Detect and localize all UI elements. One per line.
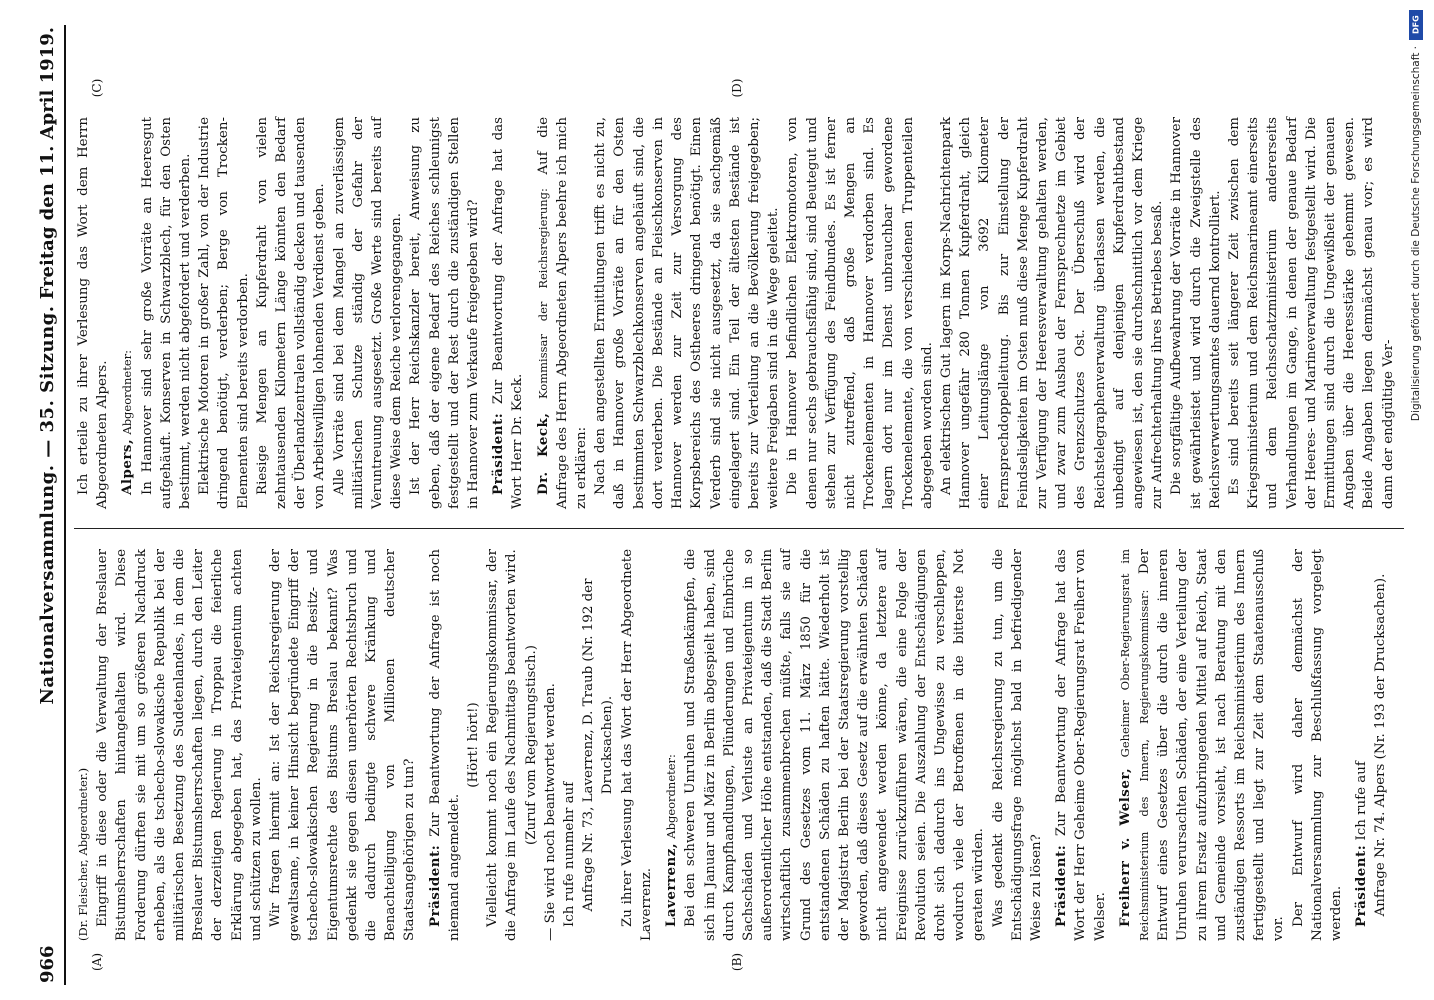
- digitization-credit: Digitalisierung gefördert durch die Deutsche Forschungsgemeinschaft ·: [1410, 46, 1422, 422]
- column-divider: [74, 528, 1404, 529]
- paragraph: Laverrenz, Abgeordneter:: [663, 754, 680, 927]
- paragraph: Dr. Keck, Kommissar der Reichsregierung: Auf die Anfrage des Herrn Abgeordneten Alpers beehre ich mich zu erklären:: [534, 117, 590, 509]
- speaker-name: Freiherr v. Welser,: [1116, 767, 1133, 927]
- speaker-name: Dr. Keck,: [534, 412, 551, 495]
- margin-marker-b: (B): [730, 952, 744, 972]
- dfg-logo: DFG: [1409, 10, 1423, 40]
- paragraph: Ich erteile zu ihrer Verlesung das Wort dem Herrn Abgeordneten Alpers.: [76, 117, 111, 509]
- speaker-name: Präsident:: [1053, 844, 1070, 927]
- page-title: Nationalversammlung. — 35. Sitzung.: [36, 305, 58, 705]
- paragraph: Elektrische Motoren in großer Zahl, von der Industrie dringend benötigt, verderben; Berge von Trocken-Elementen sind bereits verdorben.: [197, 117, 251, 509]
- paragraph: Die sorgfältige Aufbewahrung der Vorräte in Hannover ist gewährleistet und wird durch die Zweigstelle des Reichsverwertungsamtes dauernd kontrolliert.: [1169, 117, 1223, 509]
- inquiry-title: Anfrage Nr. 73, Laverrenz, D. Traub (Nr. 192 der Drucksachen).: [581, 578, 616, 912]
- inquiry-title: Anfrage Nr. 74. Alpers (Nr. 193 der Drucksachen).: [1373, 573, 1389, 917]
- margin-marker-d: (D): [730, 78, 744, 98]
- speaker-name: Präsident:: [1353, 844, 1370, 927]
- paragraph: Riesige Mengen an Kupferdraht von vielen zehntausenden Kilometern Länge könnten den Bedarf der Überlandzentralen vollständig decken und tausenden von Arbeitswilligen lohnenden Verdienst geben.: [254, 117, 328, 509]
- newspaper-page: [30, 25, 1410, 985]
- paragraph-lead: (Dr. Fleischer, Abgeordneter.): [76, 767, 90, 941]
- interjection: (Zuruf vom Regierungstisch.): [523, 645, 539, 845]
- paragraph: In Hannover sind sehr große Vorräte an Heeresgut aufgehäuft. Konserven in Schwarzblech, für den Osten bestimmt, werden nicht abgefordert und verderben.: [139, 117, 194, 509]
- paragraph: Präsident: Zur Beantwortung der Anfrage hat das Wort Herr Dr. Keck.: [490, 116, 526, 509]
- page-header: [30, 25, 66, 985]
- paragraph: Wir fragen hiermit an: Ist der Reichsregierung der gewaltsame, in keiner Hinsicht begründete Eingriff der tschecho-slowakischen Regierung in die Besitz- und Eigentumsrechte des Bistums Breslau bekannt? Was gedenkt sie gegen diesen unerhörten Rechtsbruch und die dadurch bedingte schwere Kränkung und Benachteiligung von Millionen deutscher Staatsangehörigen zu tun?: [268, 549, 418, 941]
- paragraph: Was gedenkt die Reichsregierung zu tun, um die Entschädigungsfrage möglichst bald in befriedigender Weise zu lösen?: [990, 549, 1044, 941]
- paragraph: Nach den angestellten Ermittlungen trifft es nicht zu, daß in Hannover große Vorräte an für den Osten bestimmten Schwarzblechkonserven angehäuft sind, die dort verderben. Die Bestände an Fleischkonserven in Hannover werden zur Zeit zur Versorgung des Korpsbereichs des Ostheeres dringend benötigt. Einen Verderb sind sie nicht ausgesetzt, da sie sachgemäß eingelagert sind. Ein Teil der ältesten Bestände ist bereits zur Verteilung an die Bevölkerung freigegeben; weitere Freigaben sind in die Wege geleitet.: [593, 117, 782, 509]
- paragraph: Eingriff in diese oder die Verwaltung der Breslauer Bistumsherrschaften hintangehalten wird. Diese Forderung dürften sie mit um so größeren Nachdruck erheben, als die tschecho-slowakische Republik bei der militärischen Besetzung des Sudetenlandes, in dem die Breslauer Bistumsherrschaften liegen, durch den Leiter der derzeitigen Regierung in Troppau die feierliche Erklärung abgegeben hat, das Privateigentum achten und schützen zu wollen.: [95, 549, 264, 941]
- margin-marker-c: (C): [90, 78, 104, 98]
- digitization-sidebar: [1408, 10, 1424, 850]
- right-column: [74, 117, 1410, 509]
- page-number: 966: [36, 945, 58, 983]
- page-date: Freitag den 11. April 1919.: [36, 27, 58, 300]
- paragraph: Vielleicht kommt noch ein Regierungskommissar, der die Anfrage im Laufe des Nachmittags beantworten wird.: [485, 549, 520, 941]
- paragraph: Freiherr v. Welser, Geheimer Ober-Regierungsrat im Reichsministerium des Innern, Regierungskommissar: Der Entwurf eines Gesetzes über die durch die inneren Unruhen verursachten Schäden, der eine Verteilung der zu ihrem Ersatz aufzubringenden Mittel auf Reich, Staat und Gemeinde vorsieht, ist nach Beratung mit den zuständigen Ressorts im Reichsministerium des Innern fertiggestellt und liegt zur Zeit dem Staatenausschuß vor.: [1116, 549, 1287, 941]
- paragraph: Präsident: Zur Beantwortung der Anfrage ist noch niemand angemeldet.: [426, 549, 462, 941]
- paragraph: Alle Vorräte sind bei dem Mangel an zuverlässigem militärischen Schutze ständig der Gefahr der Veruntreuung ausgesetzt. Große Werte sind bereits auf diese Weise dem Reiche verlorengegangen.: [331, 117, 405, 509]
- speaker-name: Laverrenz,: [663, 842, 680, 927]
- paragraph: An elektrischem Gut lagern im Korps-Nachrichtenpark Hannover ungefähr 280 Tonnen Kupferdraht, gleich einer Leitungslänge von 3692 Kilometer Fernsprechdoppelleitung. Bis zur Einstellung der Feindseligkeiten im Osten muß diese Menge Kupferdraht zur Verfügung der Heeresverwaltung gehalten werden, und zwar zum Ausbau der Fernsprechnetze im Gebiet des Grenzschutzes Ost. Der Überschuß wird der Reichstelegraphenverwaltung überlassen werden, die unbedingt auf denjenigen Kupferdrahtbestand angewiesen ist, den sie durchschnittlich vor dem Kriege zur Aufrechterhaltung ihres Betriebes besaß.: [938, 117, 1166, 509]
- speaker-name: Alpers,: [119, 438, 136, 495]
- interjection: (Hört! hört!): [466, 702, 482, 788]
- speaker-name: Präsident:: [490, 412, 507, 495]
- paragraph: Es sind bereits seit längerer Zeit zwischen dem Kriegsministerium und dem Reichsmarineamt einerseits und dem Reichsschatzministerium andererseits Verhandlungen im Gange, in denen der genaue Bedarf der Heeres- und Marineverwaltung festgestellt wird. Die Ermittlungen sind durch die Ungewißheit der genauen Angaben über die Heeresstärke gehemmt gewesen. Beide Angaben liegen demnächst genau vor; es wird dann der endgültige Ver-: [1226, 117, 1396, 509]
- paragraph: Bei den schweren Unruhen und Straßenkämpfen, die sich im Januar und März in Berlin abgespielt haben, sind durch Kampfhandlungen, Plünderungen und Einbrüche Sachschäden und Verluste an Privateigentum in so außerordentlicher Höhe entstanden, daß die Stadt Berlin wirtschaftlich zusammenbrechen müßte, falls sie auf Grund des Gesetzes vom 11. März 1850 für die entstandenen Schäden zu haften hätte. Wiederholt ist der Magistrat Berlin bei der Staatsregierung vorstellig geworden, daß dieses Gesetz auf die erwähnten Schäden nicht angewendet werden könne, da letztere auf Ereignisse zurückzuführen wären, die eine Folge der Revolution seien. Die Auszahlung der Entschädigungen droht sich dadurch ins Ungewisse zu verschleppen, wodurch viele der Betroffenen in die bitterste Not geraten würden.: [683, 549, 987, 941]
- paragraph: Ist der Herr Reichskanzler bereit, Anweisung zu geben, daß der eigene Bedarf des Reiches schleunigst festgestellt und der Rest durch die zuständigen Stellen in Hannover zum Verkaufe freigegeben wird?: [408, 117, 482, 509]
- left-column: [74, 549, 1410, 941]
- paragraph: Zu ihrer Verlesung hat das Wort der Herr Abgeordnete Laverrenz.: [619, 549, 654, 941]
- paragraph: Der Entwurf wird daher demnächst der Nationalversammlung zur Beschlußfassung vorgelegt werden.: [1290, 549, 1344, 941]
- speaker-name: Präsident:: [426, 844, 443, 927]
- paragraph: Die in Hannover befindlichen Elektromotoren, von denen nur sechs gebrauchsfähig sind, sind Beutegut und stehen zur Verfügung des Feindbundes. Es ist ferner nicht zutreffend, daß große Mengen an Trockenelementen in Hannover verdorben sind. Es lagern dort nur im Dienst unbrauchbar gewordene Trockenelemente, die von verschiedenen Truppenteilen abgegeben worden sind.: [785, 117, 935, 509]
- paragraph: Präsident: Zur Beantwortung der Anfrage hat das Wort der Herr Geheime Ober-Regierungsrat Freiherr von Welser.: [1053, 548, 1108, 941]
- paragraph: Alpers, Abgeordneter:: [119, 349, 136, 495]
- paragraph: Ich rufe nunmehr auf: [562, 781, 578, 927]
- paragraph: — Sie wird noch beantwortet werden.: [542, 683, 558, 941]
- margin-marker-a: (A): [90, 952, 104, 972]
- paragraph: Präsident: Ich rufe auf: [1353, 761, 1370, 927]
